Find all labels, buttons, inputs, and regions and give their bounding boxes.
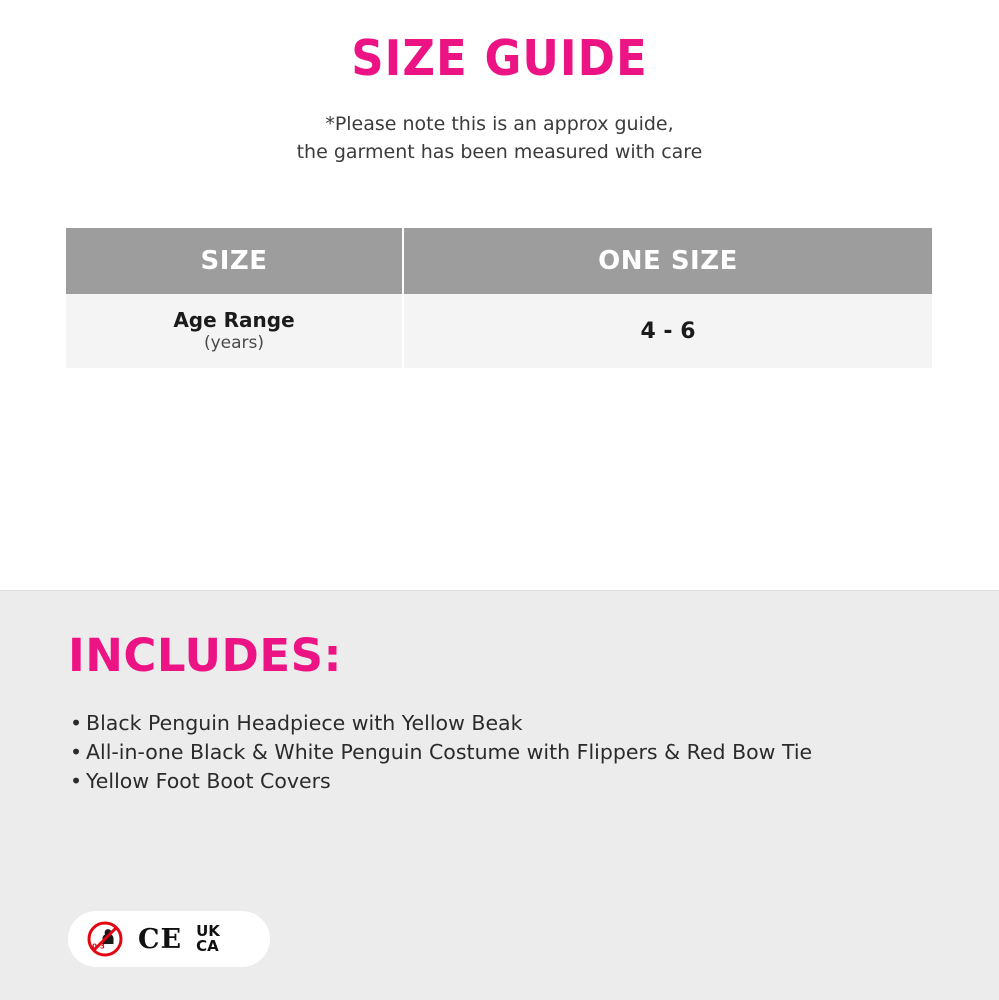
- table-body: [66, 294, 932, 368]
- table-cell-age-range: [66, 294, 403, 368]
- ce-mark-icon: CE: [138, 923, 183, 955]
- bullet-icon: •: [70, 740, 83, 764]
- ukca-mark-icon: [196, 924, 220, 954]
- bullet-icon: •: [70, 711, 83, 735]
- includes-list: [70, 709, 950, 796]
- list-item-label: All-in-one Black & White Penguin Costume with Flippers & Red Bow Tie: [86, 740, 813, 764]
- compliance-badge: [68, 911, 270, 967]
- svg-text:0-3: 0-3: [92, 942, 105, 951]
- ukca-line-2: CA: [196, 937, 219, 955]
- no-children-under-3-icon: [86, 920, 124, 958]
- table-header-size: SIZE: [66, 228, 403, 294]
- subtitle-line-1: *Please note this is an approx guide,: [325, 113, 674, 135]
- age-range-value: 4 - 6: [640, 318, 696, 344]
- includes-section: [0, 590, 999, 1000]
- size-guide-table: [66, 228, 932, 368]
- list-item-label: Black Penguin Headpiece with Yellow Beak: [86, 711, 523, 735]
- list-item: [70, 767, 950, 796]
- includes-title: INCLUDES:: [68, 629, 343, 682]
- table-header: [66, 228, 932, 294]
- bullet-icon: •: [70, 769, 83, 793]
- table-row: [66, 294, 932, 368]
- subtitle-note: [0, 110, 999, 166]
- age-range-label: Age Range: [173, 308, 295, 332]
- age-range-units: (years): [203, 333, 265, 353]
- ukca-line-1: UK: [196, 922, 220, 940]
- subtitle-line-2: the garment has been measured with care: [296, 141, 703, 163]
- list-item: [70, 738, 950, 767]
- page-title: SIZE GUIDE: [351, 30, 648, 87]
- table-header-one-size: ONE SIZE: [403, 228, 932, 294]
- list-item-label: Yellow Foot Boot Covers: [86, 769, 331, 793]
- table-header-row: [66, 228, 932, 294]
- list-item: [70, 709, 950, 738]
- table-cell-age-value: [403, 294, 932, 368]
